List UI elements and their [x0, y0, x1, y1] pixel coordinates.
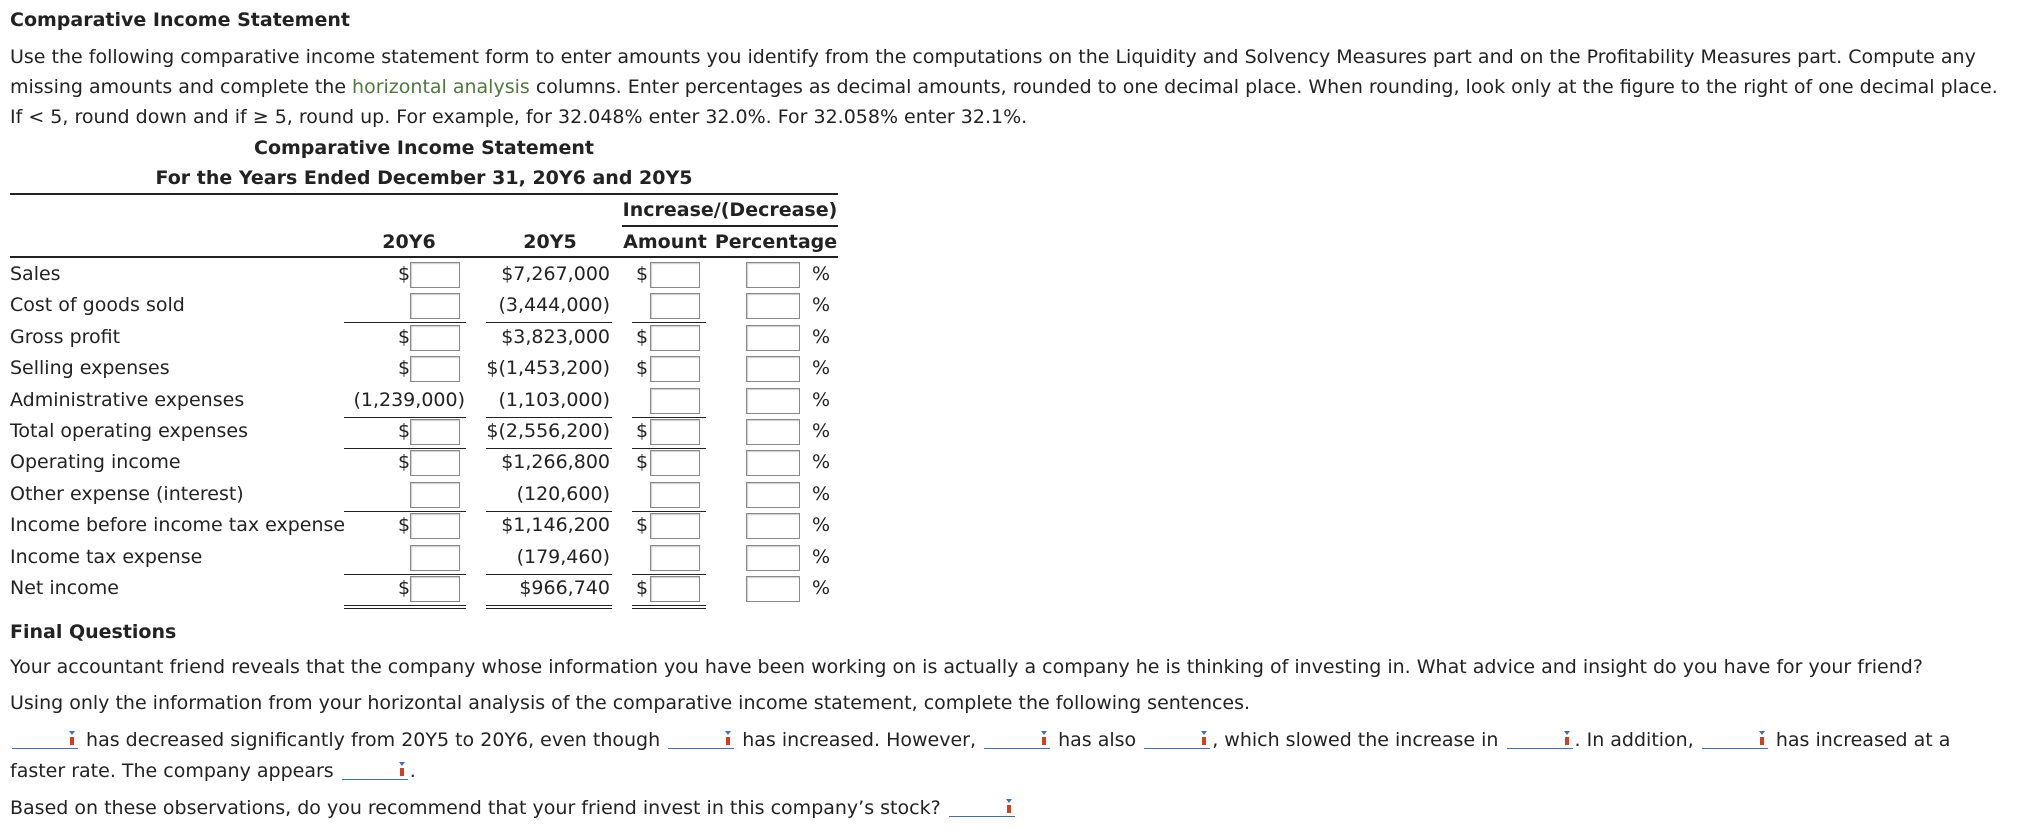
input-amount-total-operating-expenses[interactable]: [650, 419, 700, 445]
underline-20y6-income-tax-expense: [344, 574, 466, 575]
row-label-administrative-expenses: Administrative expenses: [10, 389, 245, 411]
percent-sign-sales: %: [812, 263, 831, 285]
dropdown-arrow-icon: [69, 731, 74, 745]
underline-20y6-administrative-expenses: [344, 417, 466, 418]
header-rule: [10, 193, 838, 195]
percent-sign-net-income: %: [812, 577, 831, 599]
dropdown-arrow-icon: [399, 762, 404, 776]
percent-sign-income-tax-expense: %: [812, 546, 831, 568]
dollar-sign-20y6-income-before-income-tax-expense: $: [398, 514, 411, 536]
input-amount-operating-income[interactable]: [650, 450, 700, 476]
input-20y6-sales[interactable]: [410, 262, 460, 288]
dollar-sign-amount-net-income: $: [636, 577, 649, 599]
input-percentage-net-income[interactable]: [746, 576, 800, 602]
dollar-sign-20y6-net-income: $: [398, 577, 411, 599]
dropdown-arrow-icon: [1759, 731, 1764, 745]
dollar-sign-amount-sales: $: [636, 263, 649, 285]
col-header-20y6: 20Y6: [382, 231, 436, 253]
row-label-cost-of-goods-sold: Cost of goods sold: [10, 294, 185, 316]
dollar-sign-20y6-total-operating-expenses: $: [398, 420, 411, 442]
double-underline-20y5-net-income: [486, 608, 612, 609]
double-underline-20y6-net-income: [344, 608, 466, 609]
input-20y6-operating-income[interactable]: [410, 450, 460, 476]
input-amount-income-before-income-tax-expense[interactable]: [650, 513, 700, 539]
underline-20y5-net-income: [486, 605, 612, 606]
row-label-selling-expenses: Selling expenses: [10, 357, 170, 379]
input-20y6-selling-expenses[interactable]: [410, 356, 460, 382]
input-percentage-operating-income[interactable]: [746, 450, 800, 476]
dropdown-6[interactable]: [1702, 728, 1768, 749]
underline-20y5-other-expense-interest: [486, 511, 612, 512]
dollar-sign-20y6-selling-expenses: $: [398, 357, 411, 379]
sentence-part-3: has also: [1052, 729, 1143, 751]
value-20y5-administrative-expenses: (1,103,000): [498, 389, 610, 411]
sentence-part-4: , which slowed the increase in: [1212, 729, 1505, 751]
input-amount-administrative-expenses[interactable]: [650, 388, 700, 414]
instructions-part1: Use the following comparative income statement form to enter amounts you identify from the computations on the Liquidity and Solvency Measures part and on the Profitability Measures part. Compute any missing amounts and complete the: [10, 46, 1976, 98]
col-header-percentage: Percentage: [714, 231, 838, 253]
sentence-part-7: .: [409, 760, 416, 782]
horizontal-analysis-link[interactable]: horizontal analysis: [352, 76, 530, 98]
dropdown-4[interactable]: [1144, 728, 1210, 749]
underline-20y5-administrative-expenses: [486, 417, 612, 418]
row-label-gross-profit: Gross profit: [10, 326, 121, 348]
value-20y5-operating-income: $1,266,800: [501, 451, 610, 473]
input-amount-cost-of-goods-sold[interactable]: [650, 293, 700, 319]
percent-sign-gross-profit: %: [812, 326, 831, 348]
input-20y6-income-tax-expense[interactable]: [410, 545, 460, 571]
dropdown-2[interactable]: [668, 728, 734, 749]
double-underline-amount-net-income: [632, 608, 706, 609]
fill-in-sentences: [10, 725, 2010, 787]
input-amount-net-income[interactable]: [650, 576, 700, 602]
dollar-sign-amount-operating-income: $: [636, 451, 649, 473]
input-percentage-income-before-income-tax-expense[interactable]: [746, 513, 800, 539]
sentence-part-6: has increased at a faster rate. The company appears: [10, 729, 1951, 782]
input-20y6-other-expense-interest[interactable]: [410, 482, 460, 508]
row-label-net-income: Net income: [10, 577, 119, 599]
value-20y5-selling-expenses: $(1,453,200): [486, 357, 610, 379]
value-20y5-sales: $7,267,000: [501, 263, 610, 285]
dropdown-1[interactable]: [12, 728, 78, 749]
percent-sign-selling-expenses: %: [812, 357, 831, 379]
instructions-part2: columns. Enter percentages as decimal amounts, rounded to one decimal place. When rounding, look only at the figure to the right of one decimal place. If < 5, round down and if ≥ 5, round up. For example, for 32.048% enter 32.0%. For 32.058% enter 32.1%.: [10, 76, 1998, 128]
dropdown-arrow-icon: [725, 731, 730, 745]
input-percentage-gross-profit[interactable]: [746, 325, 800, 351]
input-20y6-net-income[interactable]: [410, 576, 460, 602]
increase-decrease-header: Increase/(Decrease): [622, 199, 838, 221]
dollar-sign-amount-gross-profit: $: [636, 326, 649, 348]
question-sentences-instructions: Using only the information from your horizontal analysis of the comparative income statement, complete the following sentences.: [10, 692, 1251, 714]
underline-amount-cost-of-goods-sold: [632, 322, 706, 323]
percent-sign-income-before-income-tax-expense: %: [812, 514, 831, 536]
value-20y5-net-income: $966,740: [519, 577, 610, 599]
dropdown-5[interactable]: [1507, 728, 1573, 749]
input-percentage-administrative-expenses[interactable]: [746, 388, 800, 414]
question-invest: [10, 796, 1017, 819]
row-label-income-tax-expense: Income tax expense: [10, 546, 203, 568]
row-label-sales: Sales: [10, 263, 61, 285]
underline-20y6-other-expense-interest: [344, 511, 466, 512]
value-20y5-other-expense-interest: (120,600): [516, 483, 610, 505]
input-20y6-income-before-income-tax-expense[interactable]: [410, 513, 460, 539]
question-advice: Your accountant friend reveals that the company whose information you have been working on is actually a company he is thinking of investing in. What advice and insight do you have for your friend?: [10, 656, 1923, 678]
percent-sign-operating-income: %: [812, 451, 831, 473]
col-header-20y5: 20Y5: [523, 231, 577, 253]
percent-sign-total-operating-expenses: %: [812, 420, 831, 442]
row-label-other-expense-interest: Other expense (interest): [10, 483, 244, 505]
question-invest-text: Based on these observations, do you recommend that your friend invest in this company’s stock?: [10, 797, 941, 819]
value-20y6-administrative-expenses: (1,239,000): [353, 389, 465, 411]
sentence-part-2: has increased. However,: [736, 729, 983, 751]
dropdown-arrow-icon: [1041, 731, 1046, 745]
dollar-sign-20y6-sales: $: [398, 263, 411, 285]
underline-20y5-income-tax-expense: [486, 574, 612, 575]
dropdown-3[interactable]: [984, 728, 1050, 749]
page-heading: Comparative Income Statement: [10, 9, 350, 31]
sentence-part-1: has decreased significantly from 20Y5 to 20Y6, even though: [80, 729, 667, 751]
instructions: [10, 42, 2010, 132]
input-percentage-total-operating-expenses[interactable]: [746, 419, 800, 445]
input-percentage-income-tax-expense[interactable]: [746, 545, 800, 571]
underline-amount-income-tax-expense: [632, 574, 706, 575]
input-20y6-total-operating-expenses[interactable]: [410, 419, 460, 445]
input-amount-selling-expenses[interactable]: [650, 356, 700, 382]
underline-20y6-total-operating-expenses: [344, 448, 466, 449]
percent-sign-other-expense-interest: %: [812, 483, 831, 505]
sentence-part-5: . In addition,: [1574, 729, 1700, 751]
dollar-sign-20y6-operating-income: $: [398, 451, 411, 473]
statement-subtitle: For the Years Ended December 31, 20Y6 and 20Y5: [155, 167, 693, 189]
input-20y6-gross-profit[interactable]: [410, 325, 460, 351]
statement-title: Comparative Income Statement: [254, 137, 594, 159]
group-header-rule: [622, 225, 838, 227]
dropdown-arrow-icon: [1564, 731, 1569, 745]
value-20y5-cost-of-goods-sold: (3,444,000): [498, 294, 610, 316]
row-label-operating-income: Operating income: [10, 451, 181, 473]
row-label-income-before-income-tax-expense: Income before income tax expense: [10, 514, 346, 536]
underline-20y6-net-income: [344, 605, 466, 606]
dropdown-arrow-icon: [1006, 799, 1011, 813]
input-amount-income-tax-expense[interactable]: [650, 545, 700, 571]
dropdown-7[interactable]: [342, 759, 408, 780]
input-amount-sales[interactable]: [650, 262, 700, 288]
value-20y5-gross-profit: $3,823,000: [501, 326, 610, 348]
final-questions-title: Final Questions: [10, 621, 177, 643]
input-percentage-sales[interactable]: [746, 262, 800, 288]
input-20y6-cost-of-goods-sold[interactable]: [410, 293, 460, 319]
col-header-amount: Amount: [623, 231, 707, 253]
input-percentage-cost-of-goods-sold[interactable]: [746, 293, 800, 319]
input-amount-gross-profit[interactable]: [650, 325, 700, 351]
input-amount-other-expense-interest[interactable]: [650, 482, 700, 508]
underline-amount-administrative-expenses: [632, 417, 706, 418]
input-percentage-other-expense-interest[interactable]: [746, 482, 800, 508]
value-20y5-income-tax-expense: (179,460): [516, 546, 610, 568]
column-header-rule: [10, 256, 838, 258]
dollar-sign-amount-income-before-income-tax-expense: $: [636, 514, 649, 536]
underline-amount-net-income: [632, 605, 706, 606]
underline-20y5-cost-of-goods-sold: [486, 322, 612, 323]
percent-sign-administrative-expenses: %: [812, 389, 831, 411]
dollar-sign-20y6-gross-profit: $: [398, 326, 411, 348]
underline-amount-other-expense-interest: [632, 511, 706, 512]
dropdown-arrow-icon: [1201, 731, 1206, 745]
underline-20y5-total-operating-expenses: [486, 448, 612, 449]
underline-amount-total-operating-expenses: [632, 448, 706, 449]
underline-20y6-cost-of-goods-sold: [344, 322, 466, 323]
dollar-sign-amount-total-operating-expenses: $: [636, 420, 649, 442]
value-20y5-total-operating-expenses: $(2,556,200): [486, 420, 610, 442]
value-20y5-income-before-income-tax-expense: $1,146,200: [501, 514, 610, 536]
row-label-total-operating-expenses: Total operating expenses: [10, 420, 248, 442]
percent-sign-cost-of-goods-sold: %: [812, 294, 831, 316]
dollar-sign-amount-selling-expenses: $: [636, 357, 649, 379]
dropdown-invest-recommendation[interactable]: [949, 796, 1015, 817]
input-percentage-selling-expenses[interactable]: [746, 356, 800, 382]
